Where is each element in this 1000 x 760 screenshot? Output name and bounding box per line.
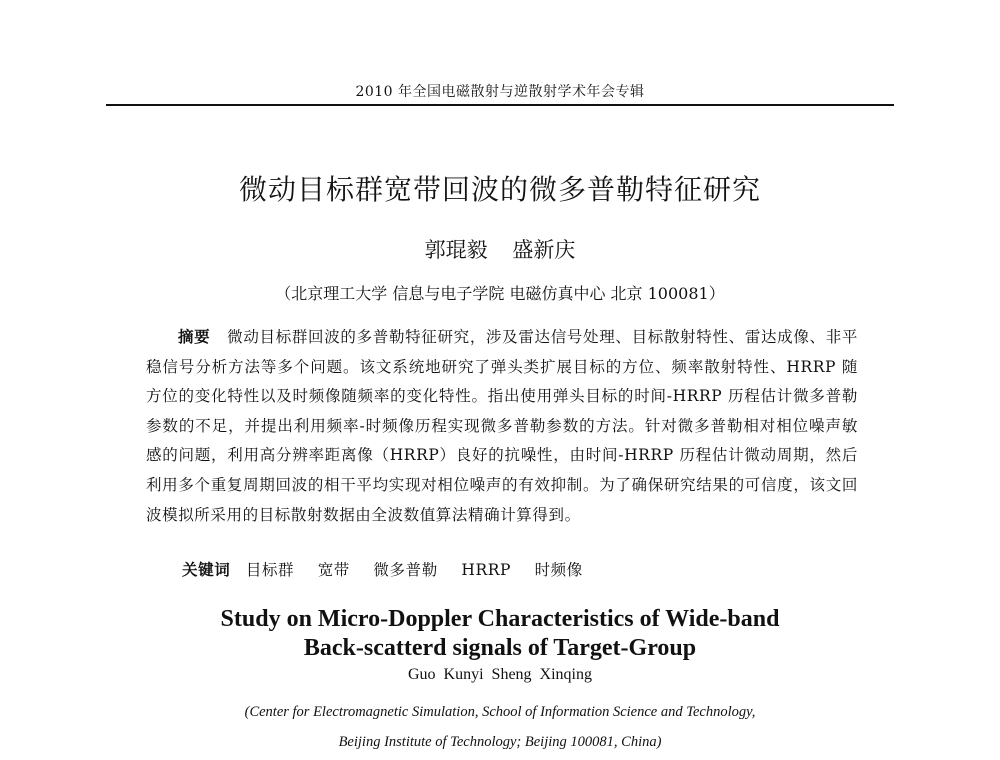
english-title-line-1: Study on Micro-Doppler Characteristics of Wide-band xyxy=(220,606,780,632)
english-affiliation xyxy=(0,697,1000,757)
keyword: 目标群 xyxy=(245,561,295,579)
keyword: 微多普勒 xyxy=(373,561,438,579)
author-1: 郭琨毅 xyxy=(424,238,488,262)
keyword: 时频像 xyxy=(534,561,583,579)
english-title-line-2: Back-scatterd signals of Target-Group xyxy=(303,635,697,661)
header-rule xyxy=(106,104,894,106)
chinese-affiliation: （北京理工大学 信息与电子学院 电磁仿真中心 北京 100081） xyxy=(275,284,725,303)
keywords xyxy=(182,558,591,580)
english-title xyxy=(0,605,1000,663)
abstract xyxy=(146,323,858,530)
abstract-label: 摘要 xyxy=(178,328,211,346)
chinese-authors xyxy=(0,234,1000,264)
chinese-title: 微动目标群宽带回波的微多普勒特征研究 xyxy=(238,173,761,206)
author-2: 盛新庆 xyxy=(512,238,576,262)
english-affiliation-line-2: Beijing Institute of Technology; Beijing 100081, China) xyxy=(338,734,662,750)
english-authors: Guo Kunyi Sheng Xinqing xyxy=(408,666,592,683)
keywords-label: 关键词 xyxy=(182,561,231,579)
english-affiliation-line-1: (Center for Electromagnetic Simulation, School of Information Science and Technology, xyxy=(244,704,756,720)
keyword: 宽带 xyxy=(317,561,350,579)
keyword: HRRP xyxy=(461,561,512,579)
abstract-text: 微动目标群回波的多普勒特征研究，涉及雷达信号处理、目标散射特性、雷达成像、非平稳信号分析方法等多个问题。该文系统地研究了弹头类扩展目标的方位、频率散射特性、HRRP 随方位的变化特性以及时频像随频率的变化特性。指出使用弹头目标的时间-HRRP 历程估计微多普勒参数的不足，并提出利用频率-时频像历程实现微多普勒参数的方法。针对微多普勒相对相位噪声敏感的问题，利用高分辨率距离像（HRRP）良好的抗噪性，由时间-HRRP 历程估计微动周期，然后利用多个重复周期回波的相干平均实现对相位噪声的有效抑制。为了确保研究结果的可信度，该文回波模拟所采用的目标散射数据由全波数值算法精确计算得到。 xyxy=(146,328,858,524)
running-header: 2010 年全国电磁散射与逆散射学术年会专辑 xyxy=(355,84,645,100)
